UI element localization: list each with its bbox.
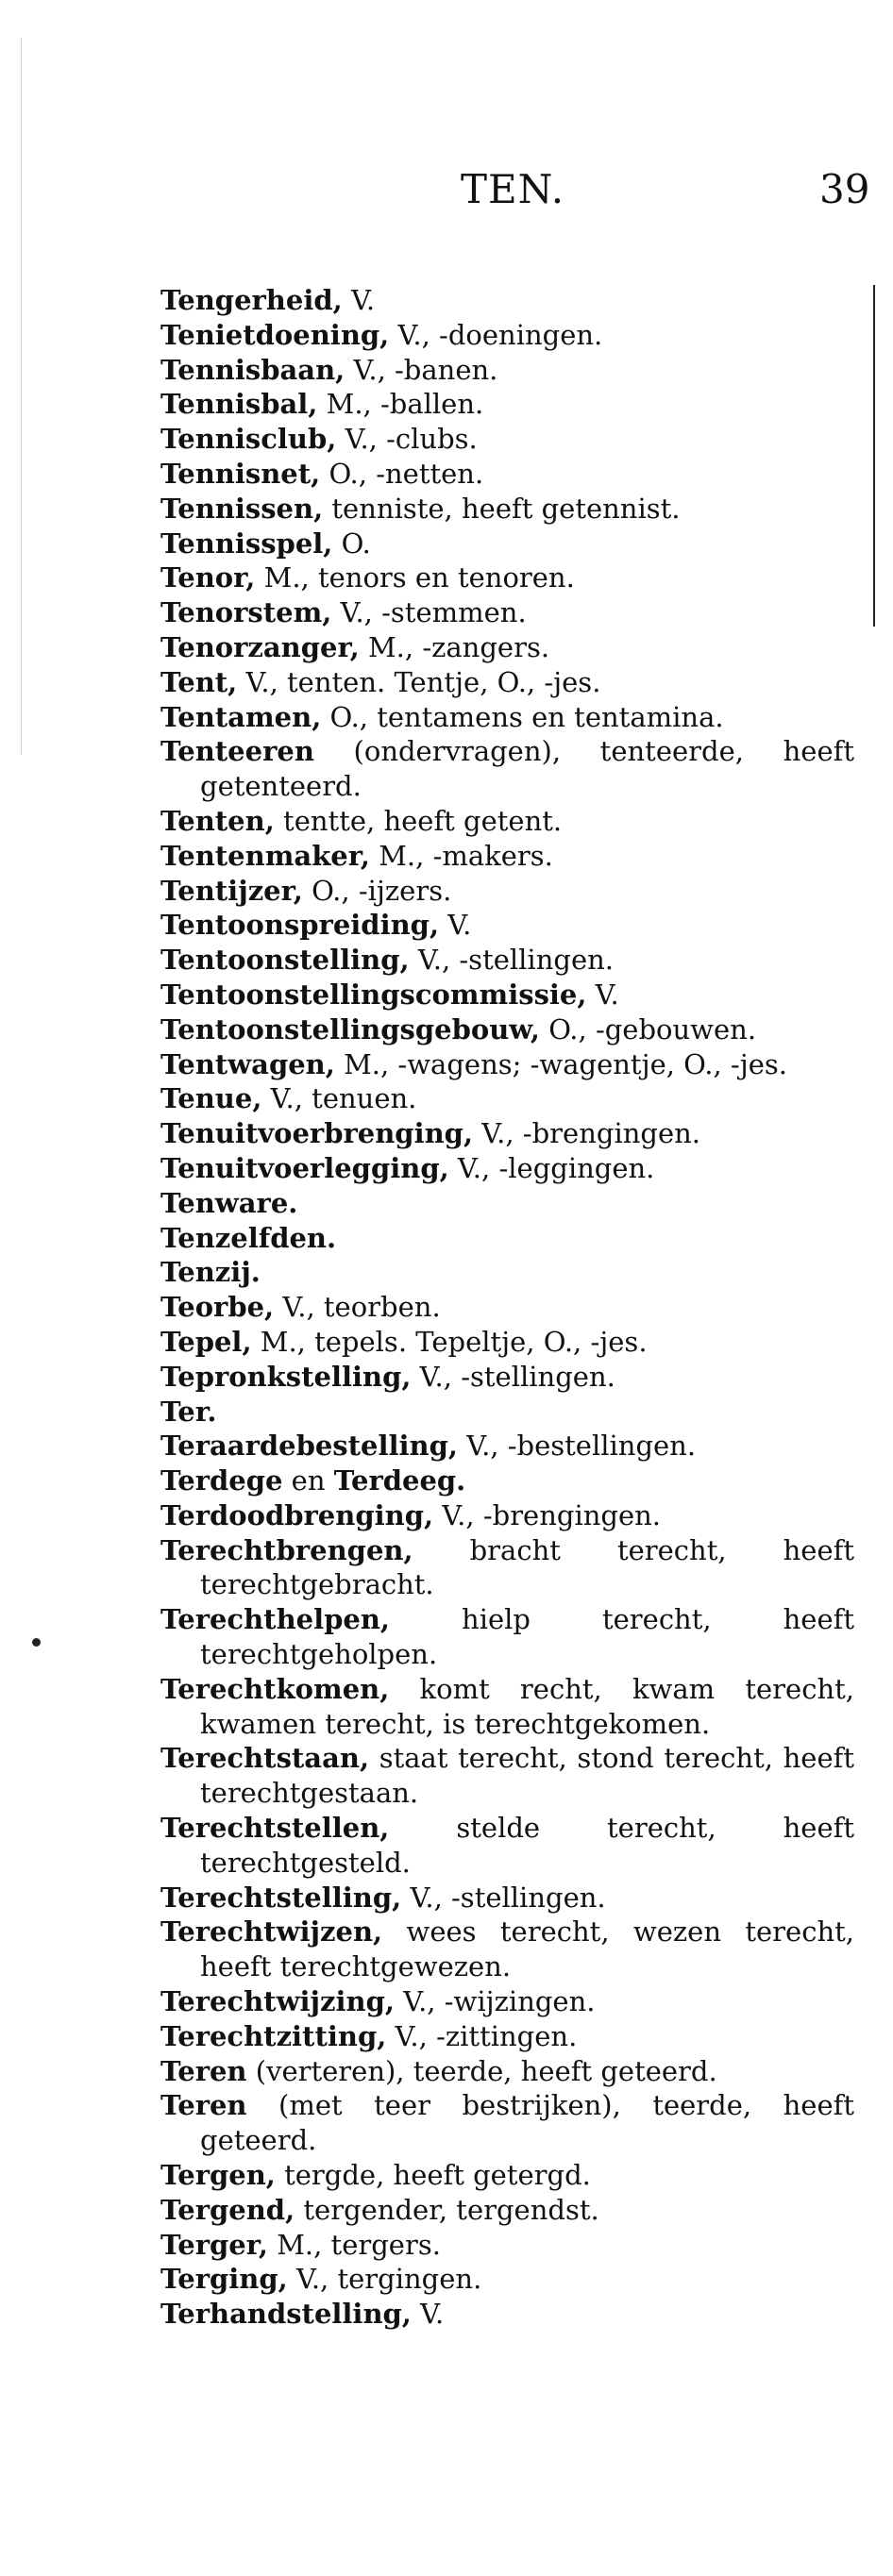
- entry-headword: Tennisbaan,: [160, 353, 345, 386]
- dictionary-entry: [160, 1741, 854, 1811]
- dictionary-entry: [160, 1047, 854, 1082]
- entry-headword: Tenzij.: [160, 1256, 261, 1289]
- entry-definition: O., -ijzers.: [302, 874, 452, 907]
- entry-definition: V., -banen.: [345, 353, 498, 386]
- entry-headword: Teraardebestelling,: [160, 1430, 458, 1463]
- dictionary-entry: [160, 2019, 854, 2054]
- entry-definition: en: [282, 1464, 334, 1497]
- dictionary-entry: [160, 1012, 854, 1047]
- entry-definition: V., teorben.: [274, 1291, 441, 1324]
- entry-definition: komt recht, kwam terecht, kwamen terecht, is terechtgekomen.: [200, 1672, 854, 1740]
- dictionary-entry: [160, 1533, 854, 1603]
- dictionary-entry: [160, 1325, 854, 1360]
- dictionary-entry: [160, 1602, 854, 1672]
- entry-headword: Tentijzer,: [160, 874, 303, 907]
- entry-definition: V.: [342, 284, 376, 316]
- entry-headword: Terechtwijzing,: [160, 1985, 395, 2018]
- entry-headword: Teren: [160, 2054, 247, 2087]
- dictionary-entry: [160, 943, 854, 978]
- dictionary-entry: [160, 2297, 854, 2332]
- entry-headword: Terechtbrengen,: [160, 1533, 413, 1566]
- dictionary-entry: [160, 457, 854, 492]
- entry-definition: V.: [586, 978, 619, 1011]
- entry-headword: Tenware.: [160, 1186, 298, 1219]
- entry-definition: (ondervragen), tenteerde, heeft getenteerd.: [200, 735, 854, 803]
- entry-definition: M., -zangers.: [359, 630, 550, 663]
- entry-headword: Terdege: [160, 1464, 283, 1497]
- entry-headword: Tentoonstelling,: [160, 944, 410, 977]
- entry-definition: tenniste, heeft getennist.: [323, 492, 681, 525]
- dictionary-entry: [160, 1255, 854, 1290]
- dictionary-entry: [160, 1360, 854, 1395]
- entry-definition: O., tentamens en tentamina.: [321, 700, 724, 733]
- dictionary-entry: [160, 1498, 854, 1533]
- entry-headword: Tenue,: [160, 1082, 262, 1115]
- dictionary-entry: [160, 387, 854, 422]
- dictionary-entry: [160, 839, 854, 874]
- entry-definition: tentte, heeft getent.: [274, 804, 563, 837]
- entry-headword: Tenor,: [160, 561, 256, 594]
- entry-definition: bracht terecht, heeft terechtgebracht.: [200, 1533, 854, 1601]
- dictionary-entry: [160, 1081, 854, 1116]
- dictionary-entry: [160, 2054, 854, 2089]
- entry-definition: M., -wagens; -wagentje, O., -jes.: [334, 1047, 787, 1080]
- margin-bullet-mark: [32, 1638, 41, 1647]
- dictionary-entry: [160, 665, 854, 700]
- entry-definition: M., tepels. Tepeltje, O., -jes.: [251, 1325, 648, 1358]
- entry-definition: V., tenuen.: [261, 1082, 417, 1115]
- entry-headword: Terechtwijzen,: [160, 1915, 383, 1949]
- dictionary-entry: [160, 1915, 854, 1984]
- dictionary-entry: [160, 1881, 854, 1915]
- dictionary-entry: [160, 1290, 854, 1325]
- left-margin-rule: [21, 38, 22, 755]
- dictionary-entry: [160, 700, 854, 735]
- entry-definition: V., -brengingen.: [473, 1117, 701, 1150]
- dictionary-entry: [160, 1672, 854, 1742]
- entry-headword: Tenorstem,: [160, 596, 332, 629]
- dictionary-entry: [160, 527, 854, 561]
- dictionary-entry: [160, 2228, 854, 2263]
- entry-definition: tergde, heeft getergd.: [275, 2159, 591, 2192]
- entry-headword: Teorbe,: [160, 1291, 275, 1324]
- entry-definition: V., -bestellingen.: [457, 1430, 697, 1463]
- entry-headword: Tentoonstellingsgebouw,: [160, 1012, 540, 1045]
- dictionary-entry: [160, 630, 854, 665]
- entry-headword: Tergend,: [160, 2193, 295, 2226]
- entry-definition: O.: [332, 527, 371, 560]
- dictionary-entry: [160, 734, 854, 804]
- entry-definition: tergender, tergendst.: [295, 2193, 599, 2226]
- entry-headword: Tennisbal,: [160, 388, 318, 421]
- entry-headword: Tenuitvoerbrenging,: [160, 1117, 474, 1150]
- entry-headword: Tenzelfden.: [160, 1221, 337, 1254]
- entry-headword: Terechthelpen,: [160, 1603, 391, 1636]
- entry-headword: Terechtzitting,: [160, 2019, 387, 2052]
- page-number: 39: [819, 166, 870, 212]
- dictionary-entry: [160, 874, 854, 909]
- entry-headword: Tengerheid,: [160, 284, 343, 316]
- dictionary-entry: [160, 1811, 854, 1881]
- entry-headword: Tenorzanger,: [160, 630, 360, 663]
- dictionary-entry: [160, 2158, 854, 2193]
- dictionary-entry: [160, 560, 854, 595]
- entry-headword: Terechtstaan,: [160, 1742, 370, 1775]
- entry-definition: O., -gebouwen.: [540, 1012, 757, 1045]
- entry-definition: V.: [439, 909, 472, 942]
- entry-definition: M., -ballen.: [317, 388, 484, 421]
- entry-definition: M., tenors en tenoren.: [255, 561, 575, 594]
- entry-headword: Tenteeren: [160, 735, 314, 768]
- dictionary-entry: [160, 1186, 854, 1221]
- entry-definition: O., -netten.: [320, 457, 484, 490]
- entry-definition: V., -stellingen.: [401, 1881, 606, 1914]
- entry-headword: Tepronkstelling,: [160, 1360, 412, 1393]
- entry-headword: Terechtstellen,: [160, 1812, 390, 1845]
- dictionary-entry: [160, 595, 854, 630]
- entry-headword: Tergen,: [160, 2159, 276, 2192]
- entry-definition: (verteren), teerde, heeft geteerd.: [246, 2054, 717, 2087]
- entry-definition: V., tenten. Tentje, O., -jes.: [237, 665, 601, 698]
- entry-headword: Terger,: [160, 2228, 268, 2261]
- entry-definition: V., -doeningen.: [389, 318, 603, 351]
- entry-headword: Terging,: [160, 2263, 288, 2296]
- entry-headword: Terhandstelling,: [160, 2298, 412, 2331]
- dictionary-entry: [160, 318, 854, 353]
- entry-definition: wees terecht, wezen terecht, heeft terechtgewezen.: [200, 1915, 854, 1983]
- dictionary-entry: [160, 1151, 854, 1186]
- dictionary-entries: [160, 283, 854, 2332]
- entry-headword-variant: Terdeeg.: [333, 1464, 466, 1497]
- entry-definition: V., -zittingen.: [386, 2019, 578, 2052]
- entry-definition: V., -clubs.: [336, 423, 478, 456]
- entry-headword: Terechtstelling,: [160, 1881, 402, 1914]
- entry-definition: V.: [411, 2298, 445, 2331]
- entry-headword: Tentamen,: [160, 700, 322, 733]
- dictionary-entry: [160, 804, 854, 839]
- entry-headword: Tennisspel,: [160, 527, 333, 560]
- entry-headword: Tenuitvoerlegging,: [160, 1151, 449, 1184]
- entry-definition: (met teer bestrijken), teerde, heeft geteerd.: [200, 2089, 854, 2157]
- dictionary-entry: [160, 2088, 854, 2158]
- entry-headword: Ter.: [160, 1395, 217, 1428]
- dictionary-entry: [160, 353, 854, 388]
- entry-definition: V., -stemmen.: [331, 596, 527, 629]
- entry-headword: Tennisnet,: [160, 457, 321, 490]
- entry-definition: V., tergingen.: [287, 2263, 482, 2296]
- dictionary-entry: [160, 1116, 854, 1151]
- dictionary-entry: [160, 2262, 854, 2297]
- entry-headword: Terdoodbrenging,: [160, 1498, 434, 1531]
- dictionary-entry: [160, 492, 854, 527]
- entry-headword: Tennisclub,: [160, 423, 337, 456]
- entry-headword: Tenietdoening,: [160, 318, 390, 351]
- dictionary-entry: [160, 422, 854, 457]
- dictionary-entry: [160, 2193, 854, 2228]
- dictionary-entry: [160, 283, 854, 318]
- entry-definition: M., -makers.: [370, 839, 553, 872]
- entry-definition: stelde terecht, heeft terechtgesteld.: [200, 1812, 854, 1879]
- entry-definition: V., -wijzingen.: [395, 1985, 596, 2018]
- entry-definition: V., -stellingen.: [411, 1360, 615, 1393]
- entry-headword: Tenten,: [160, 804, 275, 837]
- dictionary-entry: [160, 978, 854, 1012]
- dictionary-entry: [160, 1464, 854, 1498]
- page-header: [0, 166, 893, 223]
- dictionary-entry: [160, 908, 854, 943]
- entry-definition: M., tergers.: [267, 2228, 441, 2261]
- entry-definition: hielp terecht, heeft terechtgeholpen.: [200, 1603, 854, 1671]
- entry-headword: Teren: [160, 2089, 247, 2122]
- dictionary-entry: [160, 1429, 854, 1464]
- entry-definition: V., -stellingen.: [409, 944, 615, 977]
- entry-headword: Tepel,: [160, 1325, 252, 1358]
- entry-headword: Tent,: [160, 665, 238, 698]
- dictionary-entry: [160, 1984, 854, 2019]
- dictionary-entry: [160, 1221, 854, 1256]
- entry-headword: Tennissen,: [160, 492, 324, 525]
- entry-headword: Terechtkomen,: [160, 1672, 390, 1705]
- entry-definition: V., -brengingen.: [433, 1498, 662, 1531]
- entry-definition: V., -leggingen.: [448, 1151, 655, 1184]
- entry-headword: Tentenmaker,: [160, 839, 371, 872]
- page-title: TEN.: [461, 166, 565, 212]
- entry-headword: Tentwagen,: [160, 1047, 335, 1080]
- margin-rule: [873, 285, 875, 627]
- entry-headword: Tentoonstellingscommissie,: [160, 978, 587, 1011]
- entry-headword: Tentoonspreiding,: [160, 909, 440, 942]
- entry-definition: staat terecht, stond terecht, heeft terechtgestaan.: [200, 1742, 854, 1810]
- dictionary-entry: [160, 1395, 854, 1430]
